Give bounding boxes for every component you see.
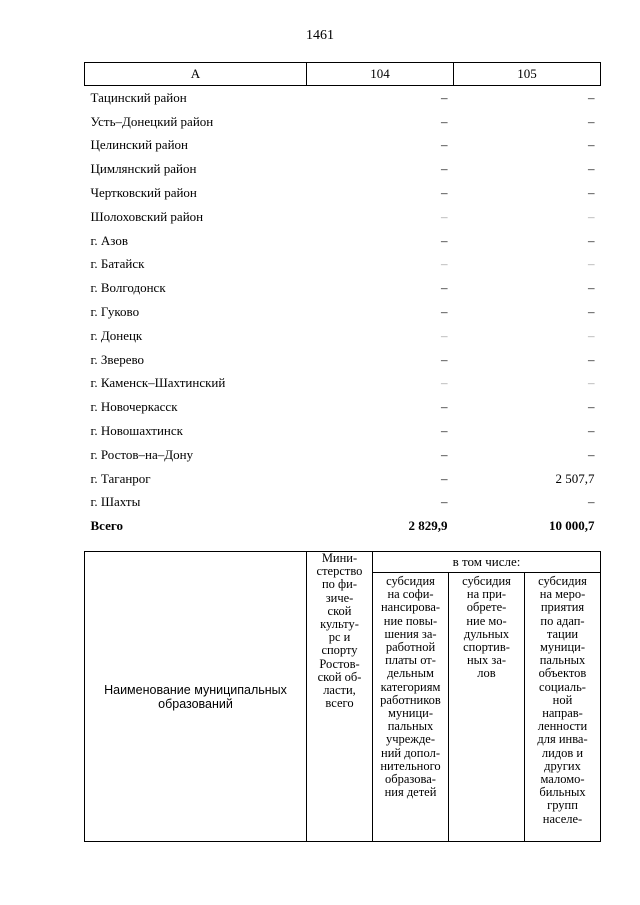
- table-row: [85, 253, 601, 277]
- municipality-name: Цимлянский район: [90, 161, 197, 177]
- table-row: [85, 110, 601, 134]
- value-105: –: [588, 256, 595, 272]
- value-104: –: [441, 327, 448, 343]
- value-104: –: [441, 423, 448, 439]
- municipality-name: г. Донецк: [90, 327, 143, 343]
- total-105: 10 000,7: [549, 518, 595, 534]
- value-105: –: [588, 494, 595, 510]
- table-row: [85, 491, 601, 515]
- data-table: [84, 62, 601, 538]
- table-row: [85, 157, 601, 181]
- column-header-105: 105: [454, 63, 601, 86]
- value-105: –: [588, 375, 595, 391]
- column-header-a: А: [85, 63, 307, 86]
- municipality-name: г. Новочеркасск: [90, 399, 178, 415]
- value-104: –: [441, 375, 448, 391]
- value-105: –: [588, 208, 595, 224]
- table-row: [85, 348, 601, 372]
- table-row: [85, 395, 601, 419]
- subsidy-adaptation-header: субсидия на меро- приятия по адап- тации муници- пальных объектов социаль- ной направ- ленности для инва- лидов и других маломо- бильных групп населе-: [525, 573, 601, 842]
- value-104: –: [441, 280, 448, 296]
- value-105: 2 507,7: [555, 470, 595, 486]
- table-row: [85, 300, 601, 324]
- municipality-name: г. Шахты: [90, 494, 141, 510]
- table-row: [85, 419, 601, 443]
- municipality-name: Целинский район: [90, 137, 188, 153]
- table-row: [85, 324, 601, 348]
- value-104: –: [441, 185, 448, 201]
- value-105: –: [588, 399, 595, 415]
- value-105: –: [588, 446, 595, 462]
- table-row: [85, 276, 601, 300]
- value-104: –: [441, 256, 448, 272]
- value-105: –: [588, 423, 595, 439]
- municipality-name: г. Ростов–на–Дону: [90, 446, 194, 462]
- page-number: 1461: [306, 28, 334, 43]
- including-header: в том числе:: [373, 552, 601, 573]
- table-row: [85, 443, 601, 467]
- table-row: [85, 205, 601, 229]
- ministry-header: Мини- стерство по фи- зиче- ской культу- рс и спорту Ростов- ской об- ласти, всего: [307, 552, 373, 842]
- total-row: [85, 514, 601, 538]
- municipality-name: г. Азов: [90, 232, 128, 248]
- total-104: 2 829,9: [408, 518, 448, 534]
- municipalities-header: Наименование муниципальных образований: [85, 552, 307, 842]
- municipality-name: Тацинский район: [90, 89, 187, 105]
- value-105: –: [588, 327, 595, 343]
- value-104: –: [441, 208, 448, 224]
- subsidy-salary-header: субсидия на софи- нансирова- ние повы- шения за- работной платы от- дельным категориям работников муници- пальных учрежде- ний допол- нительного образова- ния детей: [373, 573, 449, 842]
- total-label: Всего: [90, 518, 123, 534]
- value-105: –: [588, 161, 595, 177]
- value-105: –: [588, 137, 595, 153]
- municipality-name: г. Каменск–Шахтинский: [90, 375, 226, 391]
- value-104: –: [441, 351, 448, 367]
- value-105: –: [588, 304, 595, 320]
- municipality-name: г. Таганрог: [90, 470, 151, 486]
- value-104: –: [441, 89, 448, 105]
- municipality-name: г. Гуково: [90, 304, 140, 320]
- municipality-name: г. Волгодонск: [90, 280, 166, 296]
- value-104: –: [441, 446, 448, 462]
- value-105: –: [588, 232, 595, 248]
- municipality-name: Усть–Донецкий район: [90, 113, 214, 129]
- value-105: –: [588, 351, 595, 367]
- value-104: –: [441, 470, 448, 486]
- municipality-name: Шолоховский район: [90, 208, 204, 224]
- table-row: [85, 181, 601, 205]
- municipality-name: Чертковский район: [90, 185, 197, 201]
- municipality-name: г. Батайск: [90, 256, 145, 272]
- value-105: –: [588, 185, 595, 201]
- table-row: [85, 86, 601, 110]
- table-row: [85, 372, 601, 396]
- table-body: [85, 86, 601, 539]
- value-105: –: [588, 113, 595, 129]
- value-104: –: [441, 137, 448, 153]
- table-row: [85, 467, 601, 491]
- value-105: –: [588, 89, 595, 105]
- municipality-name: г. Зверево: [90, 351, 145, 367]
- value-105: –: [588, 280, 595, 296]
- value-104: –: [441, 232, 448, 248]
- value-104: –: [441, 399, 448, 415]
- header-table: [84, 551, 601, 842]
- column-header-104: 104: [307, 63, 454, 86]
- table-header-row: [85, 63, 601, 86]
- table-row: [85, 229, 601, 253]
- subsidy-modular-halls-header: субсидия на при- обрете- ние мо- дульных спортив- ных за- лов: [449, 573, 525, 842]
- municipality-name: г. Новошахтинск: [90, 423, 183, 439]
- value-104: –: [441, 304, 448, 320]
- value-104: –: [441, 161, 448, 177]
- value-104: –: [441, 113, 448, 129]
- value-104: –: [441, 494, 448, 510]
- table-row: [85, 134, 601, 158]
